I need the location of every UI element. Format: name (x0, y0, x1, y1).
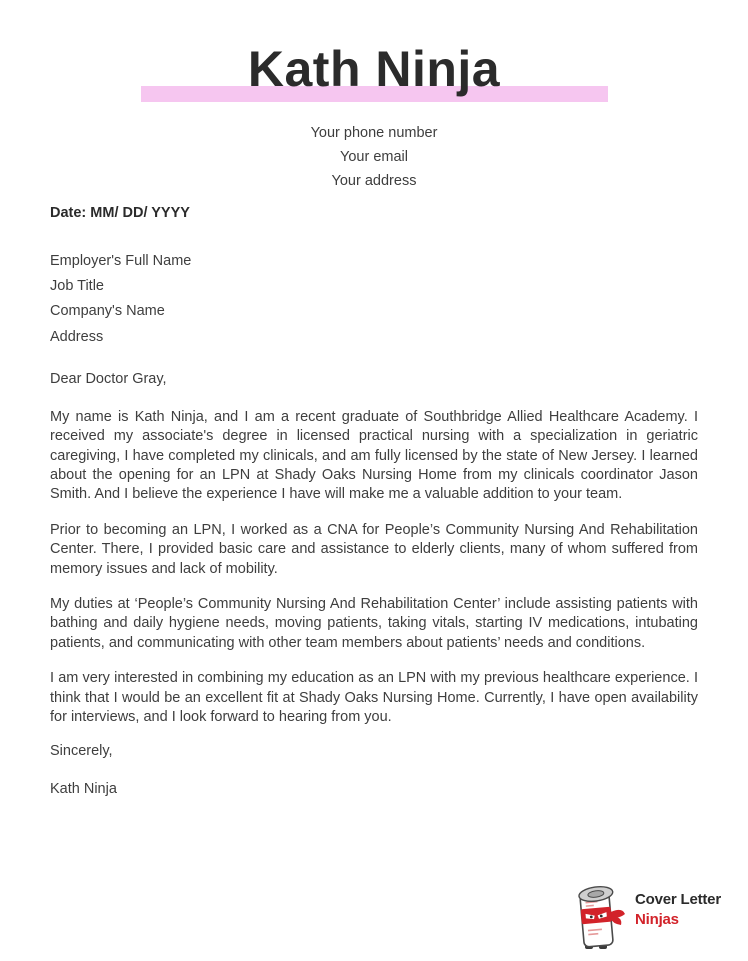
recipient-block (50, 249, 698, 350)
brand-logo-secondary: Ninjas (635, 911, 679, 928)
brand-logo-primary: Cover Letter (635, 891, 721, 908)
contact-email-placeholder: Your email (340, 148, 408, 165)
ninja-scroll-icon (574, 883, 626, 951)
recipient-company-name: Company's Name (50, 303, 165, 320)
brand-logo-text (635, 890, 721, 944)
paragraph-closing-interest: I am very interested in combining my education as an LPN with my previous healthcare experience. I think that I would be an excellent fit at Shady Oaks Nursing Home. Currently, I have open availability for interviews, and I look forward to hearing from you. (50, 670, 698, 726)
paragraph-experience: Prior to becoming an LPN, I worked as a CNA for People’s Community Nursing And Rehabilitation Center. There, I provided basic care and assistance to elderly clients, many of whom suffered from memory issues and lack of mobility. (50, 521, 698, 577)
page-title: Kath Ninja (247, 41, 501, 97)
closing-line: Sincerely, (50, 742, 113, 759)
brand-logo (574, 883, 721, 951)
contact-block (0, 122, 748, 193)
recipient-job-title: Job Title (50, 278, 104, 295)
recipient-employer-name: Employer's Full Name (50, 253, 192, 269)
contact-address-placeholder: Your address (331, 172, 417, 189)
paragraph-intro: My name is Kath Ninja, and I am a recent graduate of Southbridge Allied Healthcare Academy. I received my associate's degree in licensed practical nursing with a specialization in geriatric caregiving, I have completed my clinicals, and am fully licensed by the state of New Jersey. I learned about the opening for an LPN at Shady Oaks Nursing Home from my clinicals coordinator Jason Smith. And I believe the experience I have will make me a valuable addition to your team. (50, 408, 698, 503)
recipient-address: Address (50, 328, 104, 345)
letter-body (50, 204, 698, 799)
contact-phone-placeholder: Your phone number (310, 125, 438, 141)
date-line: Date: MM/ DD/ YYYY (50, 205, 190, 221)
salutation: Dear Doctor Gray, (50, 370, 167, 387)
signature-name: Kath Ninja (50, 780, 117, 797)
paragraph-duties: My duties at ‘People’s Community Nursing And Rehabilitation Center’ include assisting patients with bathing and daily hygiene needs, moving patients, taking vitals, starting IV medications, intubating patients, and communicating with other team members about patients’ needs and conditions. (50, 596, 698, 651)
